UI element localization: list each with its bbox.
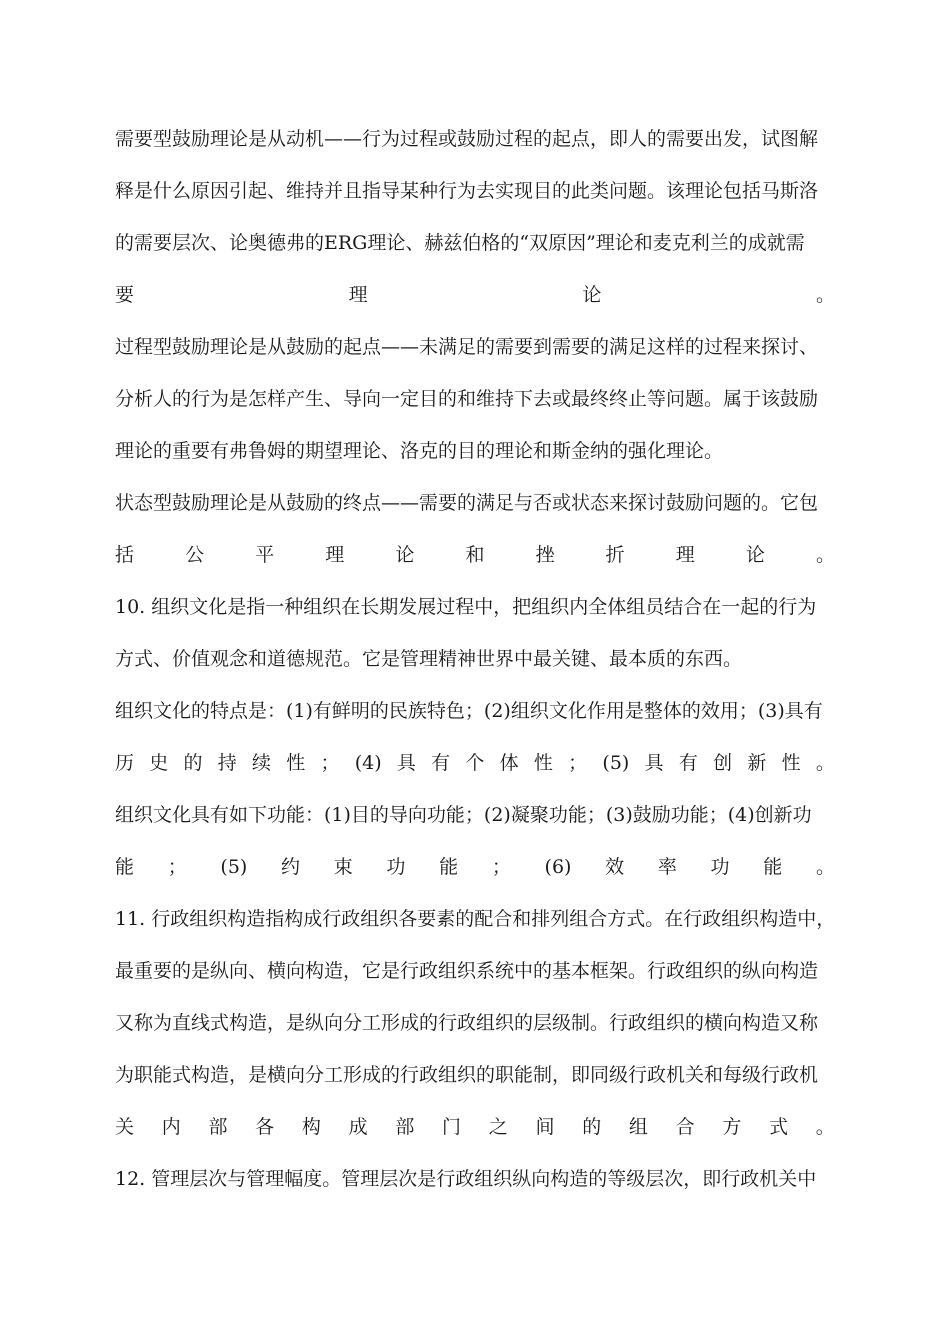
text-token: 有: [431, 752, 451, 774]
text-line: [115, 542, 835, 568]
text-token: 。: [815, 856, 835, 878]
text-line: 组织文化的特点是：(1)有鲜明的民族特色；(2)组织文化作用是整体的效用；(3)具有: [115, 700, 823, 722]
text-token: 论: [395, 544, 415, 566]
text-token: 公: [185, 544, 205, 566]
text-token: 折: [605, 544, 625, 566]
text-line: 释是什么原因引起、维持并且指导某种行为去实现目的此类问题。该理论包括马斯洛: [115, 180, 819, 202]
text-line: 11. 行政组织构造指构成行政组织各要素的配合和排列组合方式。在行政组织构造中，: [115, 908, 835, 930]
text-token: 平: [255, 544, 275, 566]
text-token: 。: [815, 752, 835, 774]
text-line: 过程型鼓励理论是从鼓励的起点——未满足的需要到需要的满足这样的过程来探讨、: [115, 336, 819, 358]
text-token: 门: [442, 1116, 462, 1138]
text-token: ；: [568, 752, 588, 774]
text-line: 又称为直线式构造，是纵向分工形成的行政组织的层级制。行政组织的横向构造又称: [115, 1012, 819, 1034]
text-token: 率: [657, 856, 677, 878]
text-line: 最重要的是纵向、横向构造，它是行政组织系统中的基本框架。行政组织的纵向构造: [115, 960, 819, 982]
text-token: 束: [333, 856, 353, 878]
text-line: [115, 750, 835, 776]
text-token: 部: [208, 1116, 228, 1138]
text-token: 续: [252, 752, 272, 774]
text-token: 效: [605, 856, 625, 878]
text-token: ；: [320, 752, 340, 774]
text-token: 功: [710, 856, 730, 878]
text-token: 具: [644, 752, 664, 774]
text-token: 性: [781, 752, 801, 774]
text-token: 持: [217, 752, 237, 774]
text-token: 和: [465, 544, 485, 566]
text-token: 。: [815, 284, 835, 306]
text-token: ；: [167, 856, 187, 878]
text-line: [115, 1114, 835, 1140]
text-line: 状态型鼓励理论是从鼓励的终点——需要的满足与否或状态来探讨鼓励问题的。它包: [115, 492, 819, 514]
text-token: 能: [763, 856, 783, 878]
text-line: [115, 854, 835, 880]
text-token: (5): [602, 752, 630, 774]
text-token: 创: [713, 752, 733, 774]
text-token: 能: [115, 856, 135, 878]
text-token: (5): [220, 856, 248, 878]
text-line: 需要型鼓励理论是从动机——行为过程或鼓励过程的起点，即人的需要出发，试图解: [115, 128, 819, 150]
text-line: 为职能式构造，是横向分工形成的行政组织的职能制，即同级行政机关和每级行政机: [115, 1064, 819, 1086]
text-token: 理: [348, 284, 368, 306]
text-token: 史: [149, 752, 169, 774]
text-line: 10. 组织文化是指一种组织在长期发展过程中，把组织内全体组员结合在一起的行为: [115, 596, 817, 618]
text-token: 挫: [535, 544, 555, 566]
text-token: 。: [815, 544, 835, 566]
text-token: 内: [161, 1116, 181, 1138]
text-token: 关: [115, 1116, 135, 1138]
text-token: 部: [395, 1116, 415, 1138]
text-token: 约: [281, 856, 301, 878]
text-token: 能: [439, 856, 459, 878]
text-token: 理: [675, 544, 695, 566]
text-token: 合: [675, 1116, 695, 1138]
text-token: 有: [678, 752, 698, 774]
text-line: 组织文化具有如下功能：(1)目的导向功能；(2)凝聚功能；(3)鼓励功能；(4)创新功: [115, 804, 812, 826]
text-line: 理论的重要有弗鲁姆的期望理论、洛克的目的理论和斯金纳的强化理论。: [115, 440, 724, 462]
text-token: (4): [354, 752, 382, 774]
text-token: 论: [582, 284, 602, 306]
text-line: 的需要层次、论奥德弗的ERG理论、赫兹伯格的“双原因”理论和麦克利兰的成就需: [115, 232, 805, 254]
text-token: 间: [535, 1116, 555, 1138]
text-token: 方: [722, 1116, 742, 1138]
text-token: 性: [286, 752, 306, 774]
text-token: 要: [115, 284, 135, 306]
text-token: (6): [544, 856, 572, 878]
text-token: 。: [815, 1116, 835, 1138]
text-token: 功: [386, 856, 406, 878]
text-token: 括: [115, 544, 135, 566]
text-token: 组: [628, 1116, 648, 1138]
text-token: 的: [582, 1116, 602, 1138]
text-token: 性: [533, 752, 553, 774]
text-token: ；: [491, 856, 511, 878]
text-token: 新: [747, 752, 767, 774]
text-token: 历: [115, 752, 135, 774]
text-line: [115, 282, 835, 308]
text-token: 式: [769, 1116, 789, 1138]
text-token: 论: [745, 544, 765, 566]
text-token: 之: [488, 1116, 508, 1138]
text-token: 理: [325, 544, 345, 566]
text-token: 个: [465, 752, 485, 774]
text-line: 分析人的行为是怎样产生、导向一定目的和维持下去或最终终止等问题。属于该鼓励: [115, 388, 819, 410]
text-token: 的: [183, 752, 203, 774]
text-token: 体: [499, 752, 519, 774]
text-token: 成: [348, 1116, 368, 1138]
text-line: 12. 管理层次与管理幅度。管理层次是行政组织纵向构造的等级层次，即行政机关中: [115, 1168, 817, 1190]
text-token: 各: [255, 1116, 275, 1138]
text-token: 构: [301, 1116, 321, 1138]
text-token: 具: [396, 752, 416, 774]
text-line: 方式、价值观念和道德规范。它是管理精神世界中最关键、最本质的东西。: [115, 648, 743, 670]
